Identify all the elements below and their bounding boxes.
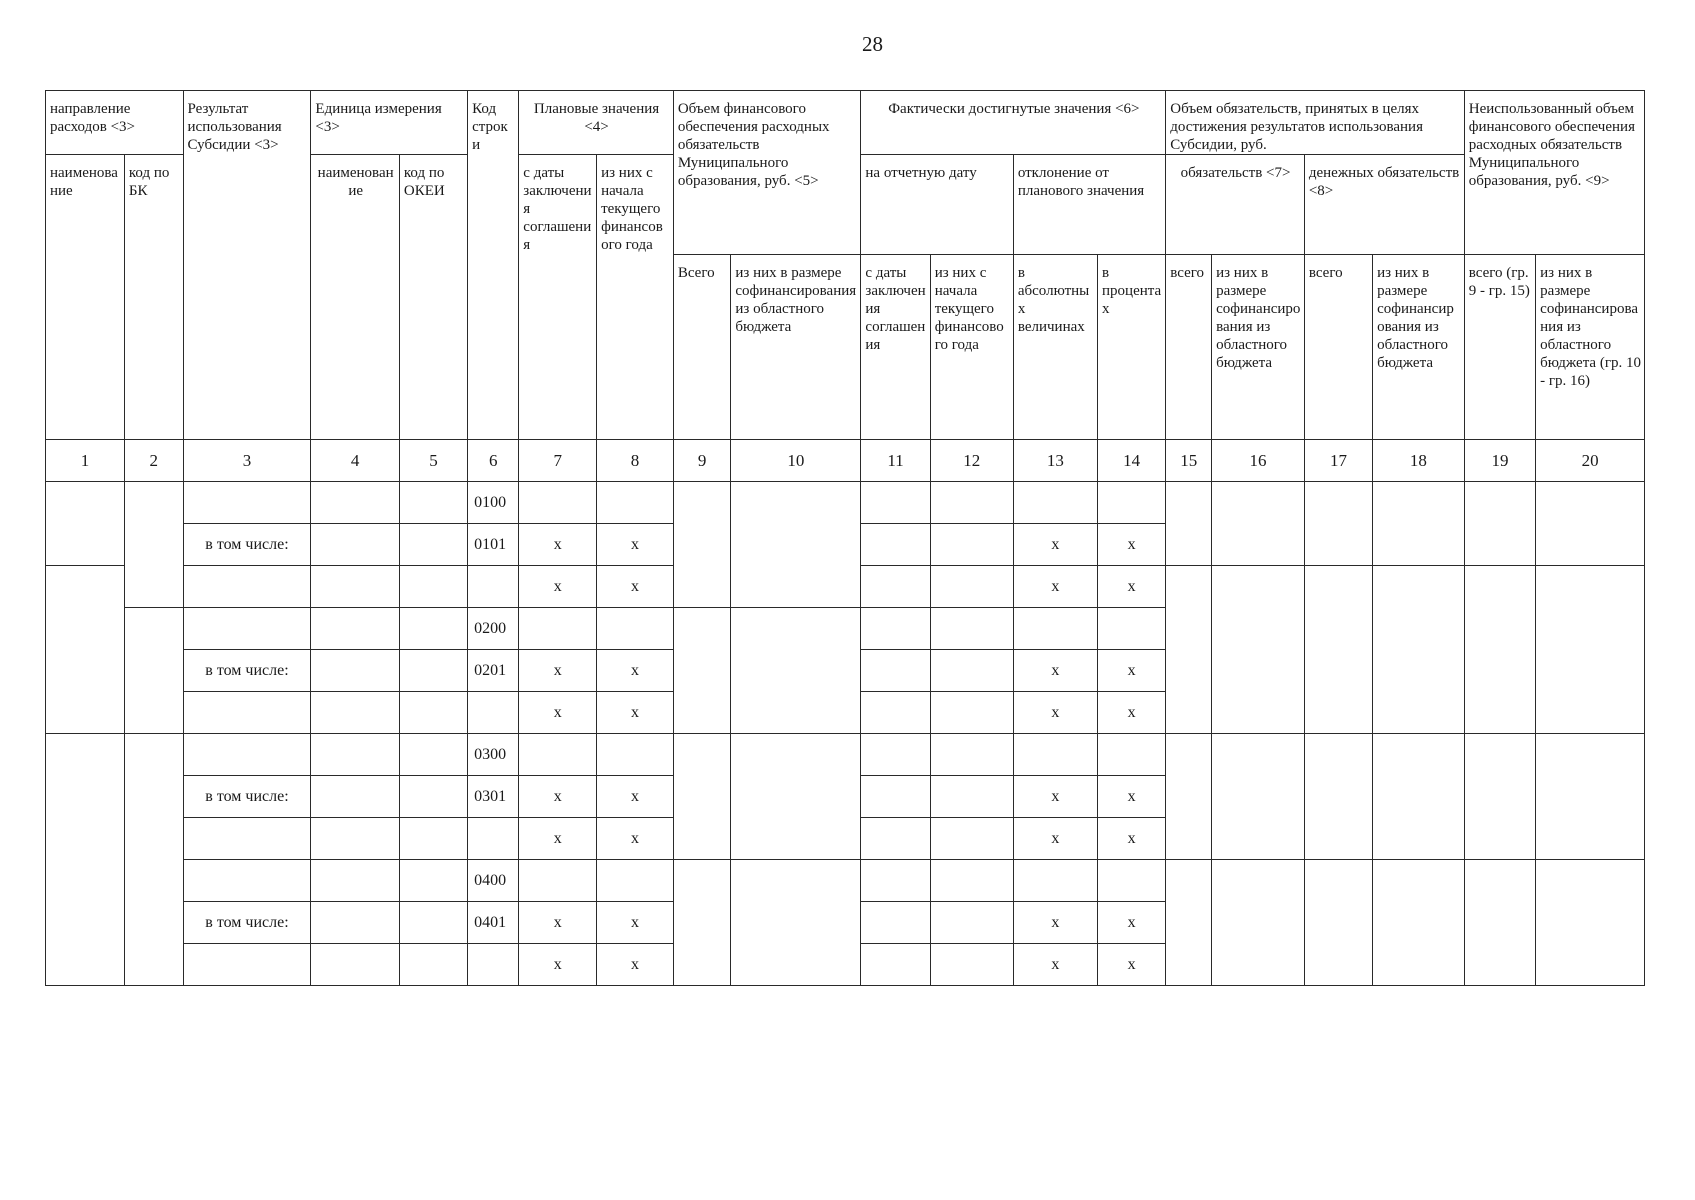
including-label: в том числе: xyxy=(183,524,311,566)
planned-from-cell xyxy=(519,608,597,650)
unit-name-cell xyxy=(311,818,399,860)
funding-cofin-cell xyxy=(731,482,861,608)
header-unused: Неиспользованный объем финансового обеспечения расходных обязательств Муниципального образования, руб. <9> xyxy=(1464,91,1644,255)
direction-name-cell xyxy=(46,566,125,734)
code-cell xyxy=(468,566,519,608)
unit-okei-cell xyxy=(399,902,467,944)
x-mark: x xyxy=(1013,650,1097,692)
table-row xyxy=(46,860,1645,902)
result-cell xyxy=(183,734,311,776)
header-actual-report-date: на отчетную дату xyxy=(861,155,1013,255)
header-obligations-7-total: всего xyxy=(1166,255,1212,440)
page-number: 28 xyxy=(862,32,883,56)
header-unused-total: всего (гр. 9 - гр. 15) xyxy=(1464,255,1535,440)
column-number: 15 xyxy=(1166,440,1212,482)
column-number: 20 xyxy=(1536,440,1645,482)
report-table xyxy=(45,90,1645,986)
header-obligations: Объем обязательств, принятых в целях достижения результатов использования Субсидии, руб. xyxy=(1166,91,1464,155)
unit-name-cell xyxy=(311,776,399,818)
header-planned-from-date: с даты заключения соглашения xyxy=(519,155,597,440)
column-number: 14 xyxy=(1098,440,1166,482)
planned-from-cell xyxy=(519,734,597,776)
x-mark: x xyxy=(519,650,597,692)
actual-from-cell xyxy=(861,860,930,902)
unit-okei-cell xyxy=(399,860,467,902)
planned-from-cell xyxy=(519,860,597,902)
header-direction-code: код по БК xyxy=(124,155,183,440)
direction-code-cell xyxy=(124,608,183,734)
column-number: 4 xyxy=(311,440,399,482)
header-deviation-absolute: в абсолютных величинах xyxy=(1013,255,1097,440)
column-number: 11 xyxy=(861,440,930,482)
unused-cell xyxy=(1536,566,1645,734)
x-mark: x xyxy=(1098,776,1166,818)
deviation-pct-cell xyxy=(1098,482,1166,524)
x-mark: x xyxy=(597,902,674,944)
actual-from-cell xyxy=(861,650,930,692)
including-label: в том числе: xyxy=(183,650,311,692)
row-code: 0100 xyxy=(468,482,519,524)
x-mark: x xyxy=(597,944,674,986)
column-number: 8 xyxy=(597,440,674,482)
column-number: 13 xyxy=(1013,440,1097,482)
header-obligations-8: денежных обязательств <8> xyxy=(1304,155,1464,255)
funding-cofin-cell xyxy=(731,734,861,860)
unit-name-cell xyxy=(311,566,399,608)
direction-name-cell xyxy=(46,482,125,566)
direction-code-cell xyxy=(124,482,183,608)
x-mark: x xyxy=(1013,524,1097,566)
column-number: 2 xyxy=(124,440,183,482)
result-cell xyxy=(183,608,311,650)
unused-cell xyxy=(1464,734,1535,860)
obligations-cell xyxy=(1212,734,1305,860)
deviation-abs-cell xyxy=(1013,608,1097,650)
deviation-pct-cell xyxy=(1098,734,1166,776)
row-code: 0101 xyxy=(468,524,519,566)
x-mark: x xyxy=(1013,776,1097,818)
column-number: 9 xyxy=(673,440,731,482)
x-mark: x xyxy=(1013,902,1097,944)
header-planned-year: из них с начала текущего финансового года xyxy=(597,155,674,440)
actual-from-cell xyxy=(861,566,930,608)
header-obligations-7: обязательств <7> xyxy=(1166,155,1305,255)
header-unit-name: наименование xyxy=(311,155,399,440)
actual-year-cell xyxy=(930,524,1013,566)
column-number: 7 xyxy=(519,440,597,482)
x-mark: x xyxy=(1098,566,1166,608)
including-label: в том числе: xyxy=(183,902,311,944)
code-cell xyxy=(468,944,519,986)
funding-total-cell xyxy=(673,734,731,860)
row-code: 0201 xyxy=(468,650,519,692)
funding-cofin-cell xyxy=(731,608,861,734)
unit-okei-cell xyxy=(399,566,467,608)
table-row xyxy=(46,482,1645,524)
x-mark: x xyxy=(597,818,674,860)
x-mark: x xyxy=(1013,818,1097,860)
actual-from-cell xyxy=(861,692,930,734)
obligations-cell xyxy=(1166,734,1212,860)
planned-year-cell xyxy=(597,482,674,524)
funding-cofin-cell xyxy=(731,860,861,986)
actual-from-cell xyxy=(861,818,930,860)
header-funding: Объем финансового обеспечения расходных обязательств Муниципального образования, руб. <5> xyxy=(673,91,861,255)
x-mark: x xyxy=(597,524,674,566)
planned-from-cell xyxy=(519,482,597,524)
unused-cell xyxy=(1464,860,1535,986)
column-number: 12 xyxy=(930,440,1013,482)
code-cell xyxy=(468,692,519,734)
column-number: 10 xyxy=(731,440,861,482)
funding-total-cell xyxy=(673,482,731,608)
actual-from-cell xyxy=(861,608,930,650)
header-obligations-8-cofin: из них в размере софинансирования из областного бюджета xyxy=(1373,255,1465,440)
x-mark: x xyxy=(1098,902,1166,944)
obligations-cell xyxy=(1304,482,1372,566)
obligations-cell xyxy=(1166,860,1212,986)
x-mark: x xyxy=(1013,692,1097,734)
deviation-abs-cell xyxy=(1013,482,1097,524)
header-planned: Плановые значения <4> xyxy=(519,91,674,155)
header-result: Результат использования Субсидии <3> xyxy=(183,91,311,440)
obligations-cell xyxy=(1373,860,1465,986)
unit-name-cell xyxy=(311,860,399,902)
unit-okei-cell xyxy=(399,608,467,650)
obligations-cell xyxy=(1166,566,1212,734)
result-cell xyxy=(183,482,311,524)
actual-year-cell xyxy=(930,818,1013,860)
obligations-cell xyxy=(1166,482,1212,566)
actual-from-cell xyxy=(861,944,930,986)
x-mark: x xyxy=(597,650,674,692)
column-number: 1 xyxy=(46,440,125,482)
including-label: в том числе: xyxy=(183,776,311,818)
report-table-wrap xyxy=(45,90,1645,994)
header-unused-cofin: из них в размере софинансирования из областного бюджета (гр. 10 - гр. 16) xyxy=(1536,255,1645,440)
unit-name-cell xyxy=(311,692,399,734)
header-unit-okei: код по ОКЕИ xyxy=(399,155,467,440)
unit-name-cell xyxy=(311,734,399,776)
header-code: Код строки xyxy=(468,91,519,440)
row-code: 0300 xyxy=(468,734,519,776)
obligations-cell xyxy=(1373,734,1465,860)
funding-total-cell xyxy=(673,860,731,986)
actual-year-cell xyxy=(930,608,1013,650)
unused-cell xyxy=(1536,734,1645,860)
funding-total-cell xyxy=(673,608,731,734)
obligations-cell xyxy=(1212,566,1305,734)
deviation-abs-cell xyxy=(1013,734,1097,776)
actual-year-cell xyxy=(930,566,1013,608)
actual-year-cell xyxy=(930,860,1013,902)
column-number: 16 xyxy=(1212,440,1305,482)
header-funding-cofin: из них в размере софинансирования из областного бюджета xyxy=(731,255,861,440)
actual-year-cell xyxy=(930,650,1013,692)
x-mark: x xyxy=(1098,818,1166,860)
x-mark: x xyxy=(597,566,674,608)
result-cell xyxy=(183,818,311,860)
header-unit: Единица измерения <3> xyxy=(311,91,468,155)
actual-from-cell xyxy=(861,902,930,944)
actual-year-cell xyxy=(930,692,1013,734)
header-obligations-7-cofin: из них в размере софинансирования из областного бюджета xyxy=(1212,255,1305,440)
unit-name-cell xyxy=(311,482,399,524)
direction-name-cell xyxy=(46,734,125,986)
x-mark: x xyxy=(1098,650,1166,692)
x-mark: x xyxy=(1013,944,1097,986)
row-code: 0200 xyxy=(468,608,519,650)
column-number: 19 xyxy=(1464,440,1535,482)
unit-name-cell xyxy=(311,944,399,986)
actual-year-cell xyxy=(930,482,1013,524)
x-mark: x xyxy=(1098,524,1166,566)
obligations-cell xyxy=(1373,566,1465,734)
unused-cell xyxy=(1536,482,1645,566)
unit-okei-cell xyxy=(399,482,467,524)
actual-year-cell xyxy=(930,734,1013,776)
deviation-pct-cell xyxy=(1098,608,1166,650)
x-mark: x xyxy=(519,524,597,566)
unit-okei-cell xyxy=(399,776,467,818)
header-direction-name: наименование xyxy=(46,155,125,440)
actual-year-cell xyxy=(930,902,1013,944)
actual-from-cell xyxy=(861,524,930,566)
header-obligations-8-total: всего xyxy=(1304,255,1372,440)
obligations-cell xyxy=(1212,482,1305,566)
obligations-cell xyxy=(1304,734,1372,860)
unit-okei-cell xyxy=(399,650,467,692)
planned-year-cell xyxy=(597,860,674,902)
unit-name-cell xyxy=(311,650,399,692)
code-cell xyxy=(468,818,519,860)
planned-year-cell xyxy=(597,608,674,650)
unused-cell xyxy=(1464,566,1535,734)
actual-year-cell xyxy=(930,944,1013,986)
x-mark: x xyxy=(519,776,597,818)
header-actual-deviation: отклонение от планового значения xyxy=(1013,155,1165,255)
header-deviation-percent: в процентах xyxy=(1098,255,1166,440)
x-mark: x xyxy=(519,944,597,986)
x-mark: x xyxy=(519,818,597,860)
x-mark: x xyxy=(519,692,597,734)
column-number: 17 xyxy=(1304,440,1372,482)
unit-okei-cell xyxy=(399,734,467,776)
direction-code-cell xyxy=(124,734,183,986)
row-code: 0301 xyxy=(468,776,519,818)
header-actual-from-date: с даты заключения соглашения xyxy=(861,255,930,440)
table-row xyxy=(46,734,1645,776)
actual-year-cell xyxy=(930,776,1013,818)
unused-cell xyxy=(1536,860,1645,986)
row-code: 0400 xyxy=(468,860,519,902)
obligations-cell xyxy=(1304,566,1372,734)
unit-okei-cell xyxy=(399,944,467,986)
x-mark: x xyxy=(519,566,597,608)
unused-cell xyxy=(1464,482,1535,566)
result-cell xyxy=(183,692,311,734)
unit-name-cell xyxy=(311,524,399,566)
x-mark: x xyxy=(597,776,674,818)
row-code: 0401 xyxy=(468,902,519,944)
column-number: 3 xyxy=(183,440,311,482)
header-actual: Фактически достигнутые значения <6> xyxy=(861,91,1166,155)
x-mark: x xyxy=(1013,566,1097,608)
unit-okei-cell xyxy=(399,692,467,734)
actual-from-cell xyxy=(861,734,930,776)
planned-year-cell xyxy=(597,734,674,776)
header-actual-year: из них с начала текущего финансового года xyxy=(930,255,1013,440)
column-number: 5 xyxy=(399,440,467,482)
actual-from-cell xyxy=(861,482,930,524)
obligations-cell xyxy=(1212,860,1305,986)
result-cell xyxy=(183,860,311,902)
unit-okei-cell xyxy=(399,524,467,566)
unit-okei-cell xyxy=(399,818,467,860)
unit-name-cell xyxy=(311,608,399,650)
column-number: 6 xyxy=(468,440,519,482)
actual-from-cell xyxy=(861,776,930,818)
unit-name-cell xyxy=(311,902,399,944)
column-number: 18 xyxy=(1373,440,1465,482)
result-cell xyxy=(183,944,311,986)
deviation-abs-cell xyxy=(1013,860,1097,902)
obligations-cell xyxy=(1304,860,1372,986)
x-mark: x xyxy=(1098,692,1166,734)
header-funding-total: Всего xyxy=(673,255,731,440)
result-cell xyxy=(183,566,311,608)
obligations-cell xyxy=(1373,482,1465,566)
deviation-pct-cell xyxy=(1098,860,1166,902)
x-mark: x xyxy=(519,902,597,944)
x-mark: x xyxy=(597,692,674,734)
x-mark: x xyxy=(1098,944,1166,986)
header-direction: направление расходов <3> xyxy=(46,91,184,155)
